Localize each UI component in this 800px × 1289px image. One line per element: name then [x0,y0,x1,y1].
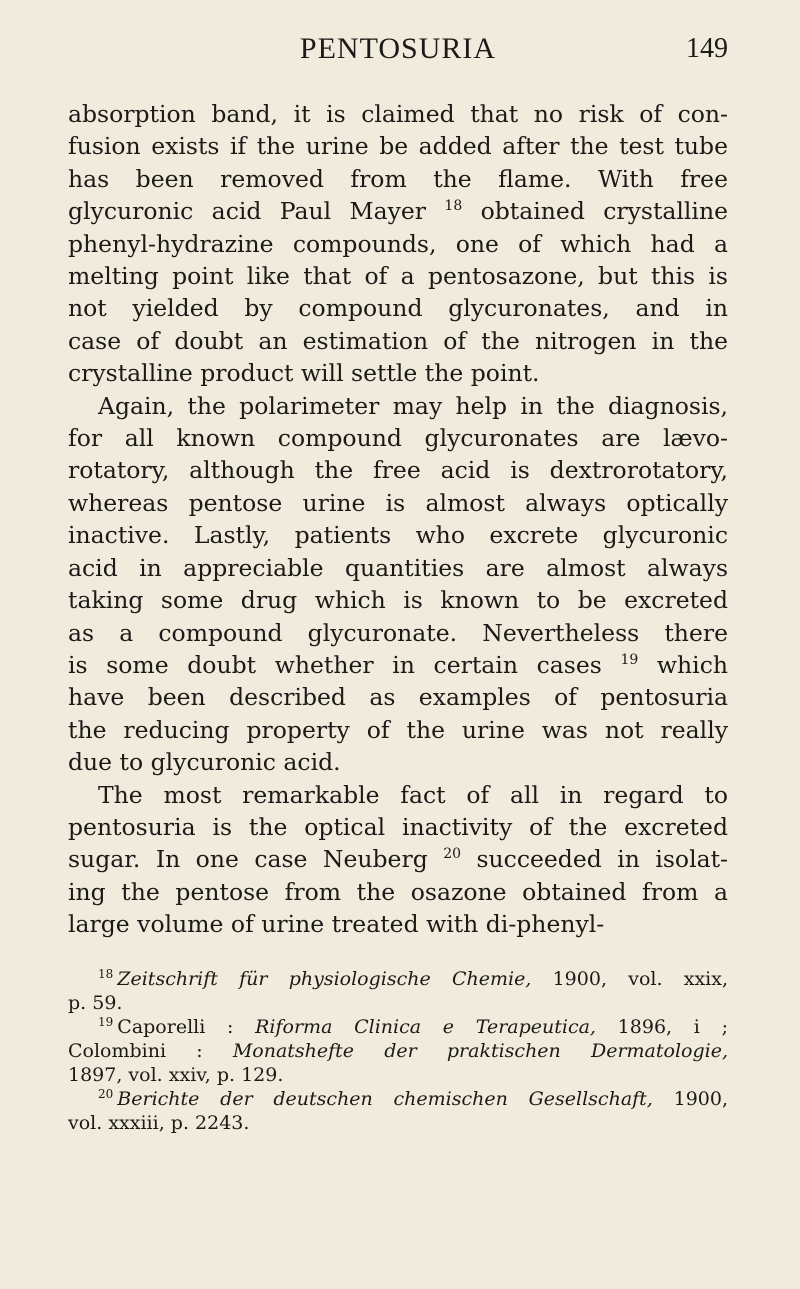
citation-details: 1900, [652,1087,729,1110]
text-segment: sugar. In one case Neuberg [68,845,444,874]
text-line: due to glycuronic acid. [68,748,341,777]
footnote-20-continued: vol. xxxiii, p. 2243. [68,1111,250,1134]
footnote-19-continued: 1897, vol. xxiv, p. 129. [68,1063,284,1086]
footnote-18-continued: p. 59. [68,991,123,1014]
author-name: Colombini : [68,1039,233,1062]
text-line: have been described as examples of pentosuria [68,683,728,712]
author-name: Caporelli : [117,1015,256,1038]
text-line: not yielded by compound glycuronates, and in [68,294,728,323]
footnote-reference: 20 [443,846,462,863]
text-line: rotatory, although the free acid is dextrorotatory, [68,456,728,485]
footnotes [68,967,728,1135]
footnote-number: 20 [98,1086,114,1101]
page-number: 149 [686,33,728,64]
footnote-19 [68,1015,728,1039]
text-line: pentosuria is the optical inactivity of the excreted [68,812,728,841]
citation-details: 1900, vol. xxix, [531,967,728,990]
journal-title: Zeitschrift für physiologische Chemie, [117,967,532,990]
text-line: ing the pentose from the osazone obtained from a [68,877,728,906]
page-header [68,32,728,76]
text-line: case of doubt an estimation of the nitrogen in the [68,326,728,355]
text-line: Again, the polarimeter may help in the diagnosis, [98,391,728,420]
text-line: large volume of urine treated with di-phenyl- [68,910,605,939]
journal-title: Monatshefte der praktischen Dermatologie, [232,1039,728,1062]
text-line: as a compound glycuronate. Nevertheless there [68,618,728,647]
footnote-20 [68,1087,728,1111]
text-line: for all known compound glycuronates are lævo- [68,424,728,453]
text-segment: obtained crystalline [462,197,728,226]
text-segment: which [638,650,728,679]
text-line [68,195,728,227]
text-line: acid in appreciable quantities are almost always [68,553,728,582]
footnote-number: 18 [98,966,114,981]
footnote-reference: 18 [444,198,463,215]
text-line [68,649,728,681]
body-text [68,98,728,941]
journal-title: Berichte der deutschen chemischen Gesellschaft, [117,1087,653,1110]
text-line: melting point like that of a pentosazone, but this is [68,262,728,291]
text-line [68,843,728,875]
footnote-number: 19 [98,1014,114,1029]
text-line: absorption band, it is claimed that no risk of con- [68,100,728,128]
text-segment: glycuronic acid Paul Mayer [68,197,445,226]
running-head: PENTOSURIA [299,32,497,65]
text-line: fusion exists if the urine be added after the test tube [68,132,728,161]
text-line: The most remarkable fact of all in regard to [98,780,728,809]
book-page [68,32,728,1135]
text-line: crystalline product will settle the point. [68,359,540,388]
text-line: the reducing property of the urine was not really [68,715,728,744]
footnote-19-second-citation [68,1039,728,1063]
text-segment: succeeded in isolat- [461,845,728,874]
text-line: has been removed from the flame. With free [68,164,728,193]
footnote-reference: 19 [620,651,639,668]
text-line: taking some drug which is known to be excreted [68,586,728,615]
footnote-18 [68,967,728,991]
text-segment: is some doubt whether in certain cases [68,650,621,679]
text-line: inactive. Lastly, patients who excrete glycuronic [68,521,728,550]
citation-details: 1896, i ; [595,1015,728,1038]
text-line: whereas pentose urine is almost always optically [68,488,728,517]
journal-title: Riforma Clinica e Terapeutica, [255,1015,596,1038]
text-line: phenyl-hydrazine compounds, one of which had a [68,229,728,258]
